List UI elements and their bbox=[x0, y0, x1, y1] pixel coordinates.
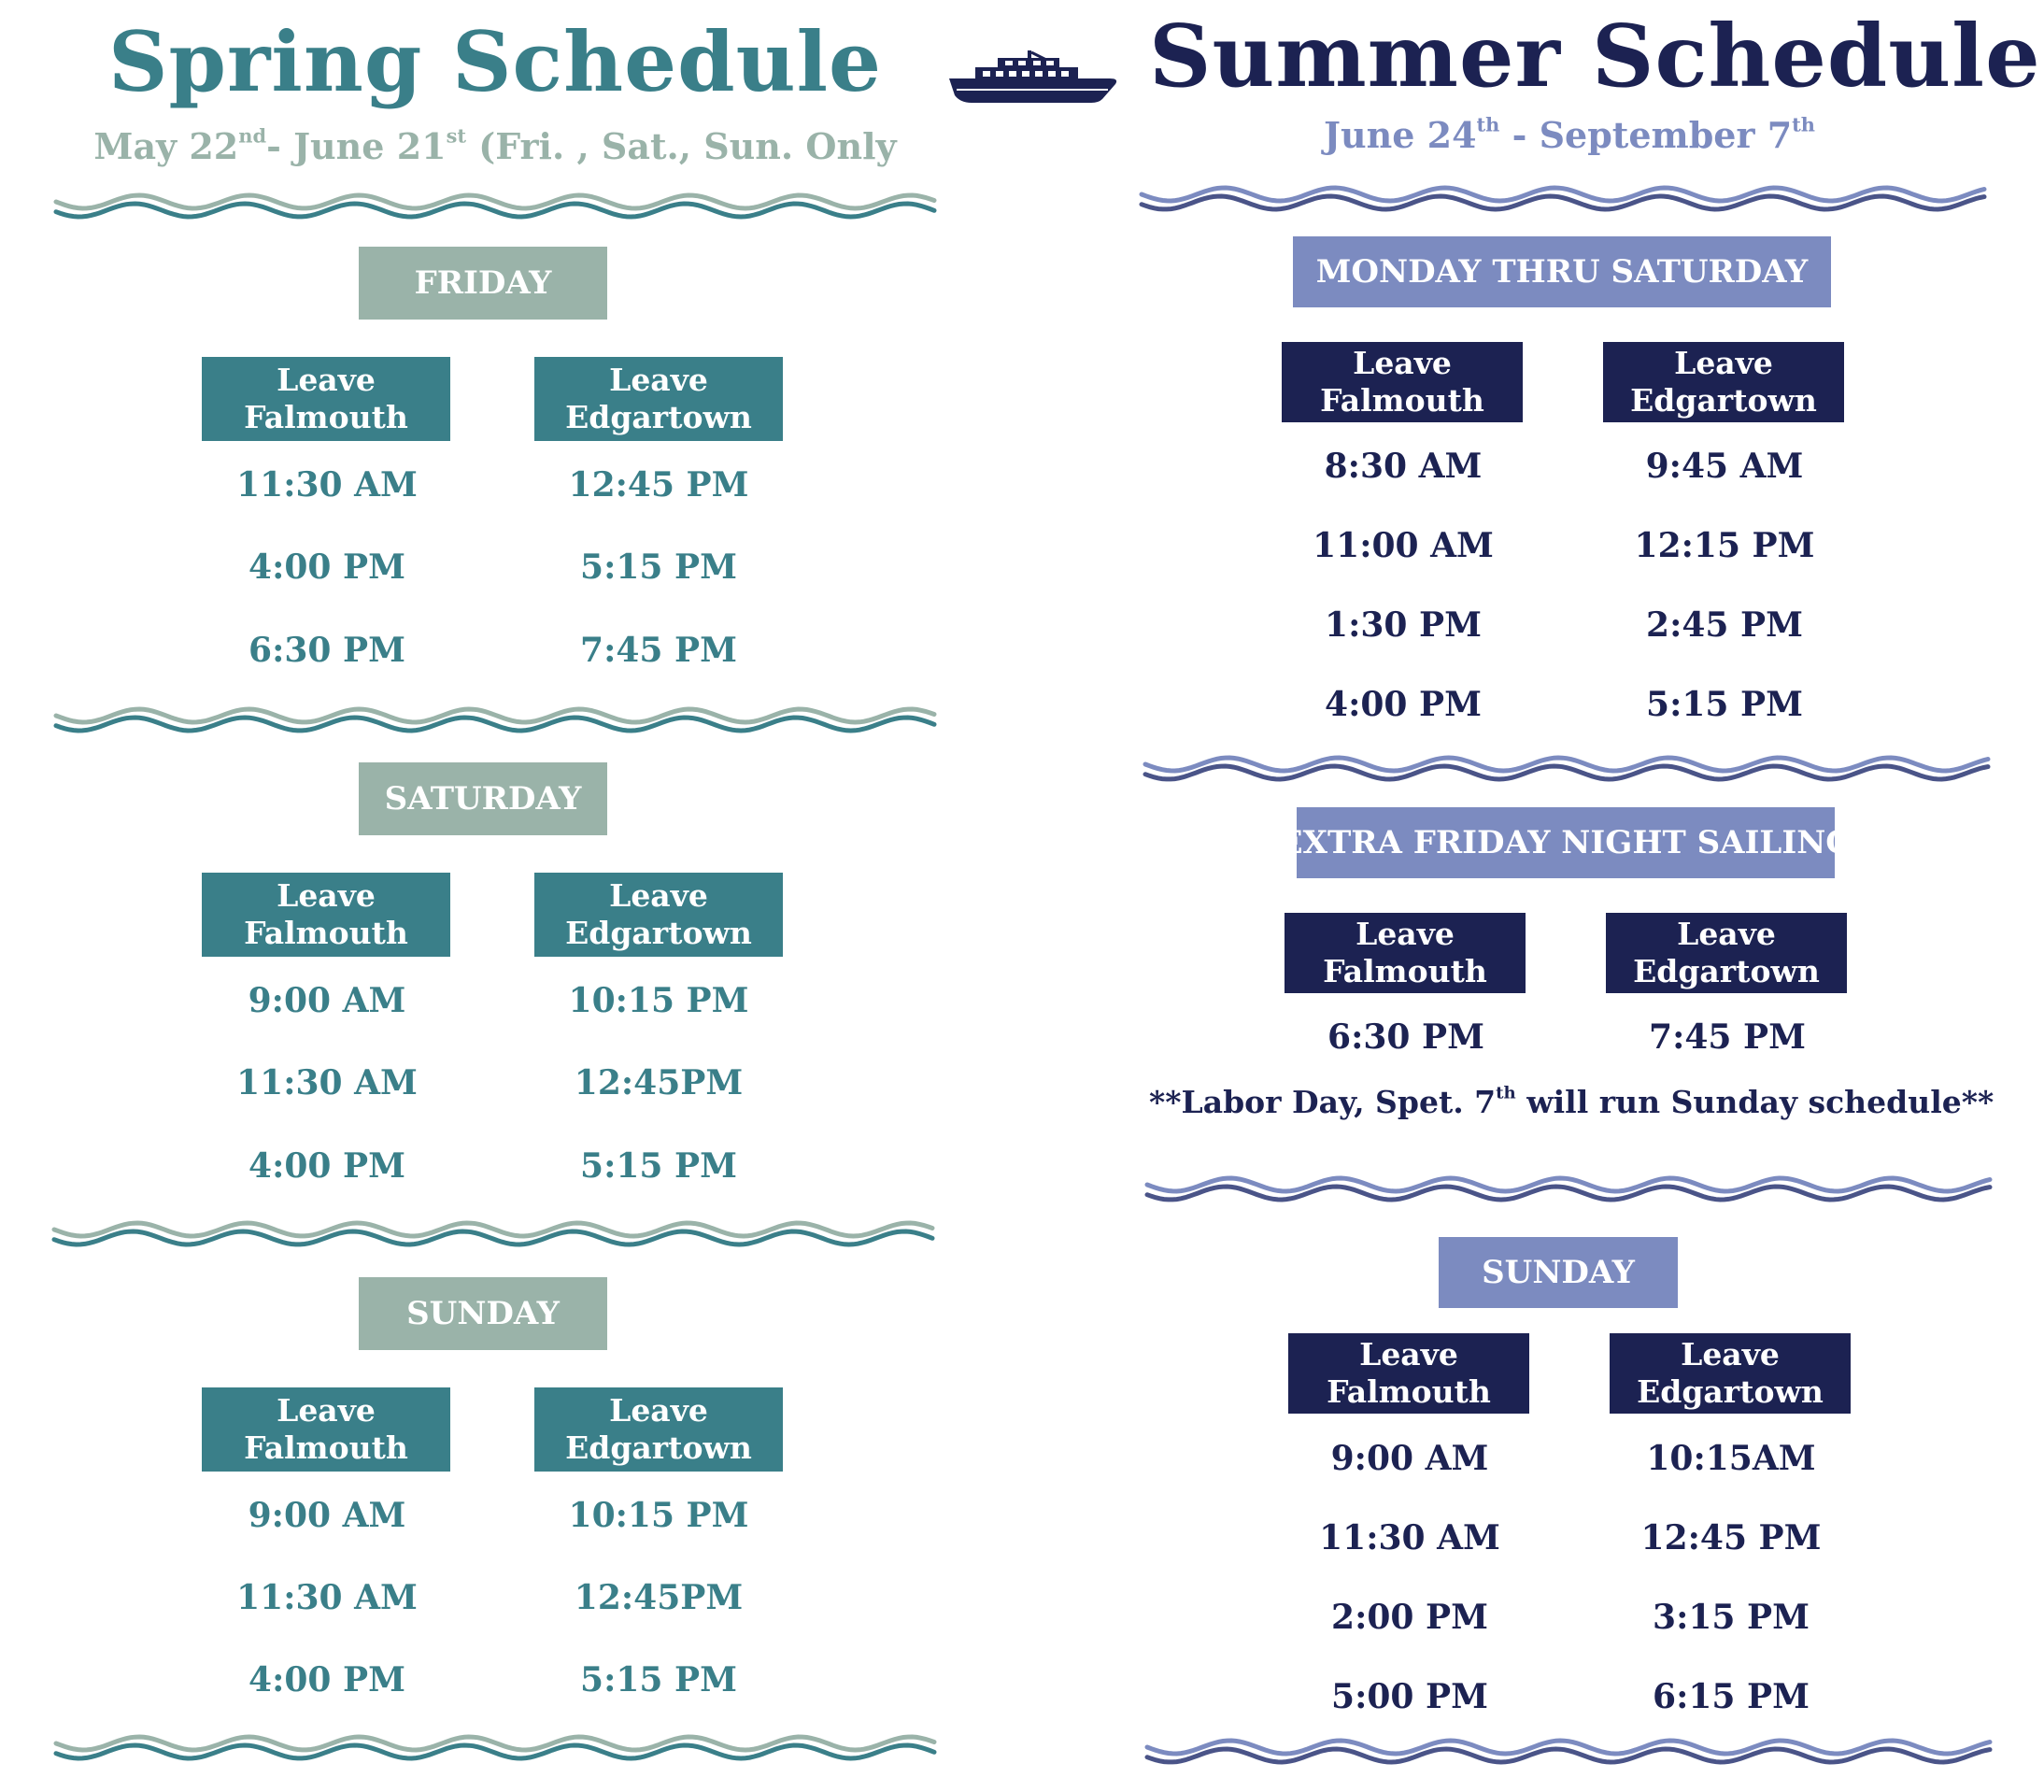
summer-sunday-label: SUNDAY bbox=[1439, 1237, 1678, 1308]
time-cell: 2:45 PM bbox=[1646, 605, 1803, 645]
summer-weekday-edgartown-header: Leave Edgartown bbox=[1603, 342, 1844, 422]
time-cell: 4:00 PM bbox=[248, 548, 405, 587]
time-cell: 9:00 AM bbox=[248, 981, 406, 1020]
time-cell: 10:15AM bbox=[1646, 1439, 1816, 1478]
time-cell: 7:45 PM bbox=[1649, 1017, 1806, 1057]
time-cell: 5:15 PM bbox=[580, 1146, 737, 1186]
summer-weekday-falmouth-header: Leave Falmouth bbox=[1282, 342, 1523, 422]
time-cell: 9:00 AM bbox=[248, 1496, 406, 1535]
time-cell: 12:45 PM bbox=[568, 465, 749, 505]
time-cell: 4:00 PM bbox=[248, 1146, 405, 1186]
time-cell: 2:00 PM bbox=[1331, 1598, 1488, 1637]
spring-title: Spring Schedule bbox=[107, 13, 883, 110]
spring-saturday-edgartown-header: Leave Edgartown bbox=[534, 873, 783, 957]
summer-friday-night-falmouth-header: Leave Falmouth bbox=[1285, 913, 1526, 993]
spring-sunday-edgartown-header: Leave Edgartown bbox=[534, 1387, 783, 1472]
time-cell: 9:45 AM bbox=[1645, 447, 1804, 486]
time-cell: 12:45PM bbox=[574, 1063, 744, 1102]
time-cell: 11:30 AM bbox=[1319, 1518, 1500, 1557]
wave-divider bbox=[1145, 747, 1988, 790]
time-cell: 10:15 PM bbox=[568, 1496, 749, 1535]
spring-sunday-falmouth-header: Leave Falmouth bbox=[202, 1387, 450, 1472]
time-cell: 8:30 AM bbox=[1324, 447, 1483, 486]
wave-divider bbox=[1142, 178, 1984, 220]
wave-divider bbox=[56, 1727, 934, 1770]
time-cell: 6:15 PM bbox=[1653, 1677, 1810, 1716]
labor-day-note: **Labor Day, Spet. 7th will run Sunday schedule** bbox=[1149, 1083, 1994, 1120]
spring-sunday-label: SUNDAY bbox=[359, 1277, 607, 1350]
time-cell: 12:45PM bbox=[574, 1578, 744, 1617]
summer-date-range: June 24th - September 7th bbox=[1323, 112, 1815, 156]
time-cell: 4:00 PM bbox=[248, 1660, 405, 1700]
spring-friday-edgartown-header: Leave Edgartown bbox=[534, 357, 783, 441]
time-cell: 3:15 PM bbox=[1653, 1598, 1810, 1637]
summer-sunday-falmouth-header: Leave Falmouth bbox=[1288, 1333, 1529, 1414]
summer-sunday-edgartown-header: Leave Edgartown bbox=[1610, 1333, 1851, 1414]
time-cell: 7:45 PM bbox=[580, 631, 737, 670]
spring-saturday-falmouth-header: Leave Falmouth bbox=[202, 873, 450, 957]
summer-friday-night-label: EXTRA FRIDAY NIGHT SAILING bbox=[1297, 807, 1835, 878]
summer-title: Summer Schedule bbox=[1149, 6, 2041, 107]
time-cell: 9:00 AM bbox=[1330, 1439, 1489, 1478]
time-cell: 11:30 AM bbox=[236, 1063, 418, 1102]
summer-weekday-label: MONDAY THRU SATURDAY bbox=[1293, 236, 1831, 307]
time-cell: 6:30 PM bbox=[1327, 1017, 1484, 1057]
wave-divider bbox=[1147, 1168, 1990, 1211]
wave-divider bbox=[56, 185, 934, 228]
ferry-boat-icon bbox=[944, 50, 1121, 105]
time-cell: 11:00 AM bbox=[1313, 526, 1494, 565]
summer-friday-night-edgartown-header: Leave Edgartown bbox=[1606, 913, 1847, 993]
wave-divider bbox=[1147, 1730, 1990, 1773]
time-cell: 5:00 PM bbox=[1331, 1677, 1488, 1716]
time-cell: 5:15 PM bbox=[580, 548, 737, 587]
time-cell: 1:30 PM bbox=[1325, 605, 1482, 645]
wave-divider bbox=[54, 1213, 932, 1256]
spring-friday-label: FRIDAY bbox=[359, 247, 607, 320]
time-cell: 6:30 PM bbox=[248, 631, 405, 670]
time-cell: 12:45 PM bbox=[1640, 1518, 1822, 1557]
time-cell: 11:30 AM bbox=[236, 465, 418, 505]
time-cell: 5:15 PM bbox=[580, 1660, 737, 1700]
time-cell: 11:30 AM bbox=[236, 1578, 418, 1617]
time-cell: 5:15 PM bbox=[1646, 685, 1803, 724]
time-cell: 12:15 PM bbox=[1634, 526, 1815, 565]
wave-divider bbox=[56, 699, 934, 742]
time-cell: 4:00 PM bbox=[1325, 685, 1482, 724]
spring-date-range: May 22nd- June 21st (Fri. , Sat., Sun. Only bbox=[93, 123, 897, 167]
spring-friday-falmouth-header: Leave Falmouth bbox=[202, 357, 450, 441]
time-cell: 10:15 PM bbox=[568, 981, 749, 1020]
spring-saturday-label: SATURDAY bbox=[359, 762, 607, 835]
